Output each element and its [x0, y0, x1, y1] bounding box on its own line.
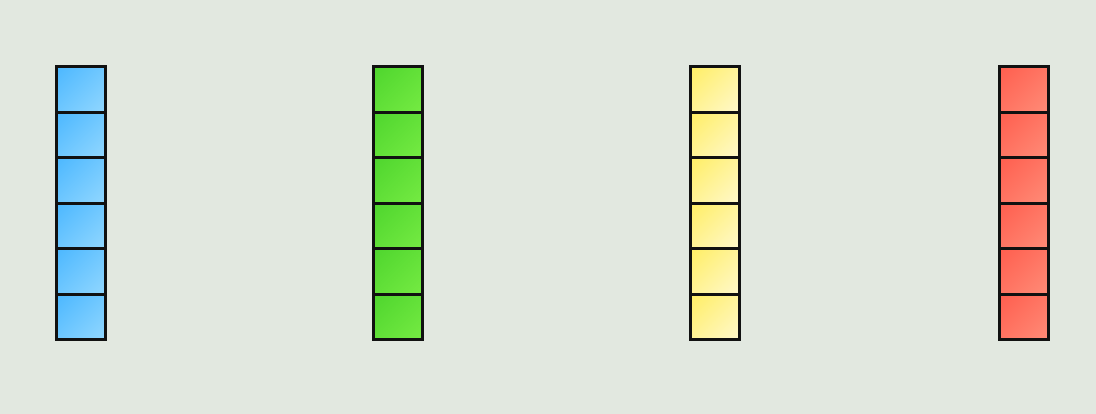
green-cube-6: [372, 293, 424, 342]
yellow-cube-4: [689, 202, 741, 251]
blue-cube-1: [55, 65, 107, 114]
green-cube-2: [372, 111, 424, 160]
red-cube-3: [998, 156, 1050, 205]
red-cube-column: [998, 65, 1050, 341]
yellow-cube-3: [689, 156, 741, 205]
yellow-cube-5: [689, 247, 741, 296]
green-cube-column: [372, 65, 424, 341]
blue-cube-4: [55, 202, 107, 251]
red-cube-2: [998, 111, 1050, 160]
blue-cube-6: [55, 293, 107, 342]
red-cube-1: [998, 65, 1050, 114]
yellow-cube-2: [689, 111, 741, 160]
blue-cube-3: [55, 156, 107, 205]
green-cube-4: [372, 202, 424, 251]
red-cube-6: [998, 293, 1050, 342]
blue-cube-5: [55, 247, 107, 296]
red-cube-4: [998, 202, 1050, 251]
red-cube-5: [998, 247, 1050, 296]
yellow-cube-6: [689, 293, 741, 342]
yellow-cube-1: [689, 65, 741, 114]
green-cube-3: [372, 156, 424, 205]
blue-cube-2: [55, 111, 107, 160]
blue-cube-column: [55, 65, 107, 341]
green-cube-5: [372, 247, 424, 296]
green-cube-1: [372, 65, 424, 114]
yellow-cube-column: [689, 65, 741, 341]
